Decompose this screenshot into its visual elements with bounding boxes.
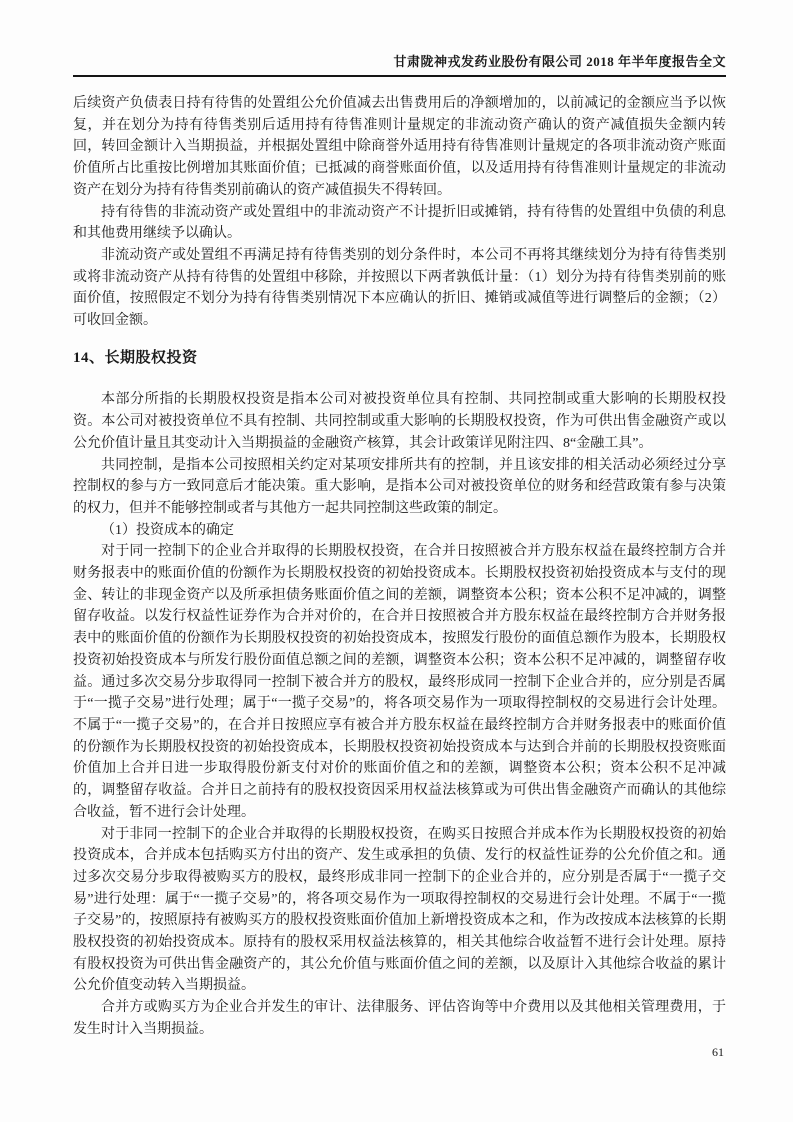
body-paragraph: 共同控制，是指本公司按照相关约定对某项安排所共有的控制，并且该安排的相关活动必须经过分享控制权的参与方一致同意后才能决策。重大影响，是指本公司对被投资单位的财务和经营政策有参与决策的权力，但并不能够控制或者与其他方一起共同控制这些政策的制定。: [73, 457, 726, 516]
page-header: [0, 0, 793, 77]
body-paragraph: 后续资产负债表日持有待售的处置组公允价值减去出售费用后的净额增加的，以前减记的金额应当予以恢复，并在划分为持有待售类别后适用持有待售准则计量规定的非流动资产确认的资产减值损失金额内转回，转回金额计入当期损益，并根据处置组中除商誉外适用持有待售准则计量规定的各项非流动资产账面价值所占比重按比例增加其账面价值；已抵减的商誉账面价值，以及适用持有待售准则计量规定的非流动资产在划分为持有待售类别前确认的资产减值损失不得转回。: [73, 96, 726, 198]
page-footer: [712, 1045, 724, 1060]
section-heading: 14、长期股权投资: [73, 349, 198, 366]
body-paragraph: 本部分所指的长期股权投资是指本公司对被投资单位具有控制、共同控制或重大影响的长期股权投资。本公司对被投资单位不具有控制、共同控制或重大影响的长期股权投资，作为可供出售金融资产或以公允价值计量且其变动计入当期损益的金融资产核算，其会计政策详见附注四、8“金融工具”。: [73, 392, 726, 451]
body-paragraph: 持有待售的非流动资产或处置组中的非流动资产不计提折旧或摊销，持有待售的处置组中负债的利息和其他费用继续予以确认。: [73, 204, 726, 242]
body-paragraph: 合并方或购买方为企业合并发生的审计、法律服务、评估咨询等中介费用以及其他相关管理费用，于发生时计入当期损益。: [73, 1000, 726, 1037]
document-body: [0, 77, 793, 1041]
body-paragraph: （1）投资成本的确定: [101, 522, 234, 538]
page-number: 61: [712, 1045, 724, 1059]
body-paragraph: 对于同一控制下的企业合并取得的长期股权投资，在合并日按照被合并方股东权益在最终控制方合并财务报表中的账面价值的份额作为长期股权投资的初始投资成本。长期股权投资初始投资成本与支付的现金、转让的非现金资产以及所承担债务账面价值之间的差额，调整资本公积；资本公积不足冲减的，调整留存收益。以发行权益性证券作为合并对价的，在合并日按照被合并方股东权益在最终控制方合并财务报表中的账面价值的份额作为长期股权投资的初始投资成本，按照发行股份的面值总额作为股本，长期股权投资初始投资成本与所发行股份面值总额之间的差额，调整资本公积；资本公积不足冲减的，调整留存收益。通过多次交易分步取得同一控制下被合并方的股权，最终形成同一控制下企业合并的，应分别是否属于“一揽子交易”进行处理；属于“一揽子交易”的，将各项交易作为一项取得控制权的交易进行会计处理。不属于“一揽子交易”的，在合并日按照应享有被合并方股东权益在最终控制方合并财务报表中的账面价值的份额作为长期股权投资的初始投资成本，长期股权投资初始投资成本与达到合并前的长期股权投资账面价值加上合并日进一步取得股份新支付对价的账面价值之和的差额，调整资本公积；资本公积不足冲减的，调整留存收益。合并日之前持有的股权投资因采用权益法核算或为可供出售金融资产而确认的其他综合收益，暂不进行会计处理。: [73, 544, 726, 820]
report-header-title: 甘肃陇神戎发药业股份有限公司 2018 年半年度报告全文: [73, 51, 726, 77]
body-paragraph: 对于非同一控制下的企业合并取得的长期股权投资，在购买日按照合并成本作为长期股权投资的初始投资成本，合并成本包括购买方付出的资产、发生或承担的负债、发行的权益性证券的公允价值之和。通过多次交易分步取得被购买方的股权，最终形成非同一控制下的企业合并的，应分别是否属于“一揽子交易”进行处理：属于“一揽子交易”的，将各项交易作为一项取得控制权的交易进行会计处理。不属于“一揽子交易”的，按照原持有被购买方的股权投资账面价值加上新增投资成本之和，作为改按成本法核算的长期股权投资的初始投资成本。原持有的股权采用权益法核算的，相关其他综合收益暂不进行会计处理。原持有股权投资为可供出售金融资产的，其公允价值与账面价值之间的差额，以及原计入其他综合收益的累计公允价值变动转入当期损益。: [73, 826, 726, 994]
body-paragraph: 非流动资产或处置组不再满足持有待售类别的划分条件时，本公司不再将其继续划分为持有待售类别或将非流动资产从持有待售的处置组中移除，并按照以下两者孰低计量：（1）划分为持有待售类别前的账面价值，按照假定不划分为持有待售类别情况下本应确认的折旧、摊销或减值等进行调整后的金额；（2）可收回金额。: [73, 247, 726, 329]
